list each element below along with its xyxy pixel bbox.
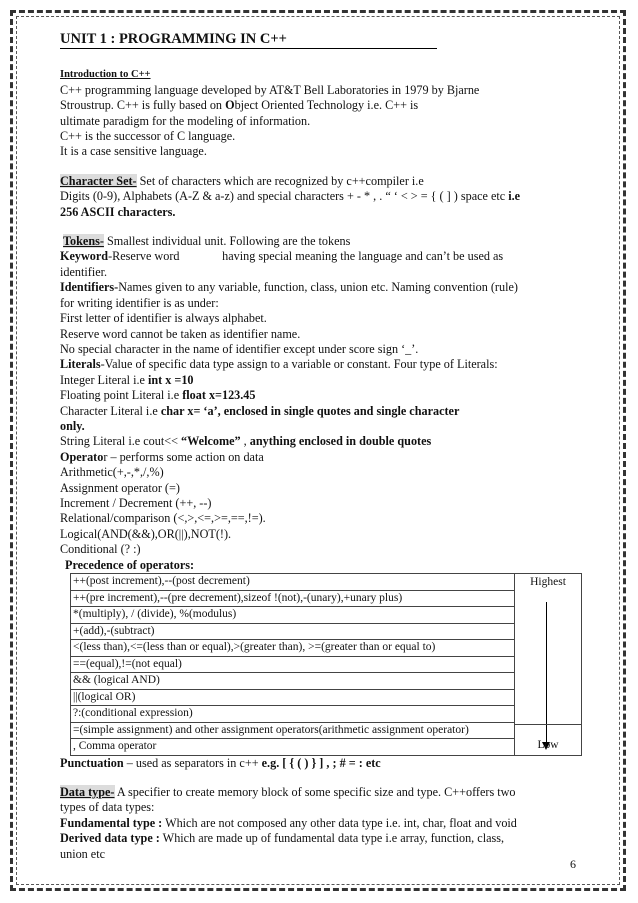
precedence-row-10: =(simple assignment) and other assignment operators(arithmetic assignment operator): [71, 722, 515, 739]
derived-type-line-2: union etc: [60, 846, 106, 861]
operator-arithmetic: Arithmetic(+,-,*,/,%): [60, 465, 164, 480]
table-row: [71, 722, 582, 739]
literals-line: Literals-Value of specific data type assign to a variable or constant. Four type of Literals:: [60, 357, 498, 372]
operator-conditional: Conditional (? :): [60, 542, 141, 557]
precedence-row-1: ++(post increment),--(post decrement): [71, 574, 515, 591]
operator-increment: Increment / Decrement (++, --): [60, 495, 212, 510]
precedence-row-11: , Comma operator: [71, 739, 515, 756]
page-title: UNIT 1 : PROGRAMMING IN C++: [60, 32, 437, 49]
operator-line: Operator – performs some action on data: [60, 449, 264, 464]
precedence-heading: Precedence of operators:: [65, 557, 195, 572]
literals-label: Literals: [60, 357, 101, 372]
intro-line-1: C++ programming language developed by AT&T Bell Laboratories in 1979 by Bjarne: [60, 82, 480, 97]
precedence-direction: [515, 574, 582, 756]
table-row: [71, 574, 582, 591]
tokens-heading: Tokens-: [63, 234, 104, 249]
charset-line-1: Character Set- Set of characters which are recognized by c++compiler i.e: [60, 173, 424, 188]
table-row: [71, 689, 582, 706]
identifiers-line-1: Identifiers-Names given to any variable, function, class, union etc. Naming convention (rule): [60, 280, 518, 295]
table-row: [71, 656, 582, 673]
keyword-line-2: identifier.: [60, 264, 108, 279]
intro-line-2: Stroustrup. C++ is fully based on Object Oriented Technology i.e. C++ is: [60, 98, 419, 113]
tokens-line: Tokens- Smallest individual unit. Following are the tokens: [63, 234, 351, 249]
literal-string: String Literal i.e cout<< “Welcome” , anything enclosed in double quotes: [60, 434, 432, 449]
intro-line-5: It is a case sensitive language.: [60, 144, 207, 159]
page-number: 6: [570, 857, 576, 871]
literal-float: Floating point Literal i.e float x=123.45: [60, 388, 256, 403]
table-row: [71, 640, 582, 657]
datatype-line-1: Data type- A specifier to create memory block of some specific size and type. C++offers two: [60, 784, 516, 799]
keyword-label: Keyword: [60, 249, 109, 264]
datatype-heading: Data type-: [60, 784, 115, 799]
intro-line-3: ultimate paradigm for the modeling of information.: [60, 113, 311, 128]
identifiers-label: Identifiers-: [60, 280, 119, 295]
precedence-row-6: ==(equal),!=(not equal): [71, 656, 515, 673]
table-row: [71, 590, 582, 607]
charset-line-2: Digits (0-9), Alphabets (A-Z & a-z) and special characters + - * , . “ ‘ < > = { ( ] ) space etc i.e: [60, 189, 521, 204]
literal-char: Character Literal i.e char x= ‘a’, enclosed in single quotes and single character: [60, 403, 460, 418]
down-arrow-icon: [546, 602, 547, 742]
precedence-row-4: +(add),-(subtract): [71, 623, 515, 640]
datatype-line-2: types of data types:: [60, 800, 155, 815]
identifiers-line-2: for writing identifier is as under:: [60, 295, 219, 310]
low-label: Low: [537, 739, 559, 751]
table-row: [71, 673, 582, 690]
operator-assignment: Assignment operator (=): [60, 480, 180, 495]
highest-label: Highest: [530, 576, 566, 588]
charset-heading: Character Set-: [60, 173, 137, 188]
precedence-table: [70, 573, 582, 756]
identifier-rule-3: No special character in the name of identifier except under score sign ‘_’.: [60, 341, 419, 356]
identifier-rule-1: First letter of identifier is always alphabet.: [60, 311, 267, 326]
literal-integer: Integer Literal i.e int x =10: [60, 372, 194, 387]
punctuation-line: Punctuation – used as separators in c++ e.g. [ { ( ) } ] , ; # = : etc: [60, 755, 381, 770]
intro-line-4: C++ is the successor of C language.: [60, 129, 236, 144]
precedence-row-2: ++(pre increment),--(pre decrement),sizeof !(not),-(unary),+unary plus): [71, 590, 515, 607]
precedence-row-5: <(less than),<=(less than or equal),>(greater than), >=(greater than or equal to): [71, 640, 515, 657]
punctuation-label: Punctuation: [60, 755, 124, 770]
operator-logical: Logical(AND(&&),OR(||),NOT(!).: [60, 526, 232, 541]
intro-heading: Introduction to C++: [60, 69, 151, 81]
table-row: [71, 607, 582, 624]
derived-type-line: Derived data type : Which are made up of fundamental data type i.e array, function, class,: [60, 831, 505, 846]
precedence-row-3: *(multiply), / (divide), %(modulus): [71, 607, 515, 624]
operator-label: Operato: [60, 449, 104, 464]
derived-type-label: Derived data type :: [60, 831, 160, 846]
precedence-row-8: ||(logical OR): [71, 689, 515, 706]
literal-char-cont: only.: [60, 418, 85, 433]
table-row: [71, 739, 582, 756]
precedence-row-9: ?:(conditional expression): [71, 706, 515, 723]
table-row: [71, 706, 582, 723]
identifier-rule-2: Reserve word cannot be taken as identifier name.: [60, 326, 301, 341]
charset-line-3: 256 ASCII characters.: [60, 204, 176, 219]
table-row: [71, 623, 582, 640]
operator-relational: Relational/comparison (<,>,<=,>=,==,!=).: [60, 511, 266, 526]
keyword-line-1: Keyword-Reserve word having special meaning the language and can’t be used as: [60, 249, 504, 264]
fundamental-type-label: Fundamental type :: [60, 815, 163, 830]
page-content: [60, 32, 572, 862]
precedence-row-7: && (logical AND): [71, 673, 515, 690]
fundamental-type-line: Fundamental type : Which are not composed any other data type i.e. int, char, float and void: [60, 815, 517, 830]
